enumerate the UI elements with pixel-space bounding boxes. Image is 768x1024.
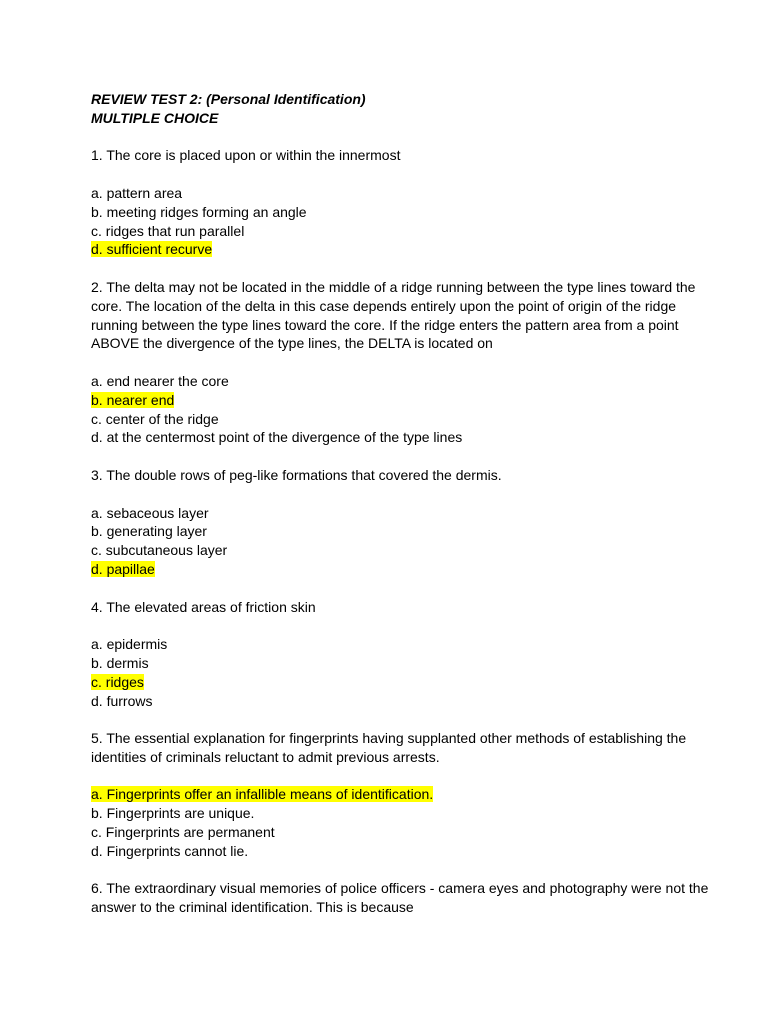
question-block (91, 729, 711, 861)
question-text: 2. The delta may not be located in the middle of a ridge running between the type lines toward the core. The location of the delta in this case depends entirely upon the point of origin of the ridge running between the type lines toward the core. If the ridge enters the pattern area from a point ABOVE the divergence of the type lines, the DELTA is located on (91, 278, 696, 352)
answer-option (91, 222, 711, 241)
answer-option (91, 654, 711, 673)
answer-option (91, 410, 711, 429)
answer-options (91, 504, 711, 579)
answer-options (91, 785, 711, 860)
answer-options (91, 184, 711, 259)
answer-option (91, 804, 711, 823)
answer-option (91, 842, 711, 861)
answer-option-label: c. ridges that run parallel (91, 222, 245, 239)
answer-option-highlighted (91, 240, 711, 259)
question-text: 1. The core is placed upon or within the innermost (91, 147, 401, 164)
document-page (91, 90, 711, 917)
question-block (91, 278, 711, 447)
answer-option (91, 504, 711, 523)
question-text: 5. The essential explanation for fingerprints having supplanted other methods of establishing the identities of criminals reluctant to admit previous arrests. (91, 730, 687, 765)
answer-option-highlighted (91, 785, 711, 804)
question-block (91, 879, 711, 917)
answer-option-label: a. pattern area (91, 184, 183, 201)
answer-option-label: d. sufficient recurve (91, 241, 213, 258)
answer-option-label: c. center of the ridge (91, 410, 219, 427)
answer-option (91, 823, 711, 842)
answer-option-label: b. Fingerprints are unique. (91, 805, 255, 822)
answer-option-label: a. epidermis (91, 636, 168, 653)
question-block (91, 146, 711, 259)
answer-option (91, 692, 711, 711)
answer-option-label: b. dermis (91, 654, 149, 671)
multiple-choice-heading: MULTIPLE CHOICE (91, 109, 219, 126)
answer-option-label: d. Fingerprints cannot lie. (91, 842, 249, 859)
answer-options (91, 635, 711, 710)
answer-option (91, 428, 711, 447)
answer-option (91, 372, 711, 391)
answer-option (91, 203, 711, 222)
answer-option-label: b. meeting ridges forming an angle (91, 203, 307, 220)
question-block (91, 466, 711, 579)
answer-option-label: a. Fingerprints offer an infallible means of identification. (91, 786, 434, 803)
question-text: 6. The extraordinary visual memories of police officers - camera eyes and photography were not the answer to the criminal identification. This is because (91, 880, 709, 916)
answer-option-label: b. nearer end (91, 391, 175, 408)
review-test-title: REVIEW TEST 2: (Personal Identification) (91, 91, 366, 107)
answer-option-label: c. Fingerprints are permanent (91, 824, 275, 841)
answer-options (91, 372, 711, 447)
answer-option-label: b. generating layer (91, 523, 207, 540)
answer-option-highlighted (91, 391, 711, 410)
answer-option (91, 541, 711, 560)
answer-option-label: d. papillae (91, 560, 155, 577)
answer-option-label: a. end nearer the core (91, 372, 229, 389)
answer-option (91, 522, 711, 541)
answer-option (91, 184, 711, 203)
answer-option (91, 635, 711, 654)
answer-option-label: c. subcutaneous layer (91, 542, 228, 559)
question-block (91, 598, 711, 711)
answer-option-label: d. at the centermost point of the divergence of the type lines (91, 429, 463, 446)
questions-list (91, 146, 711, 917)
answer-option-label: a. sebaceous layer (91, 504, 209, 521)
question-text: 4. The elevated areas of friction skin (91, 598, 316, 615)
answer-option-label: d. furrows (91, 692, 153, 709)
answer-option-highlighted (91, 560, 711, 579)
answer-option-label: c. ridges (91, 673, 144, 690)
question-text: 3. The double rows of peg-like formations that covered the dermis. (91, 466, 502, 483)
answer-option-highlighted (91, 673, 711, 692)
